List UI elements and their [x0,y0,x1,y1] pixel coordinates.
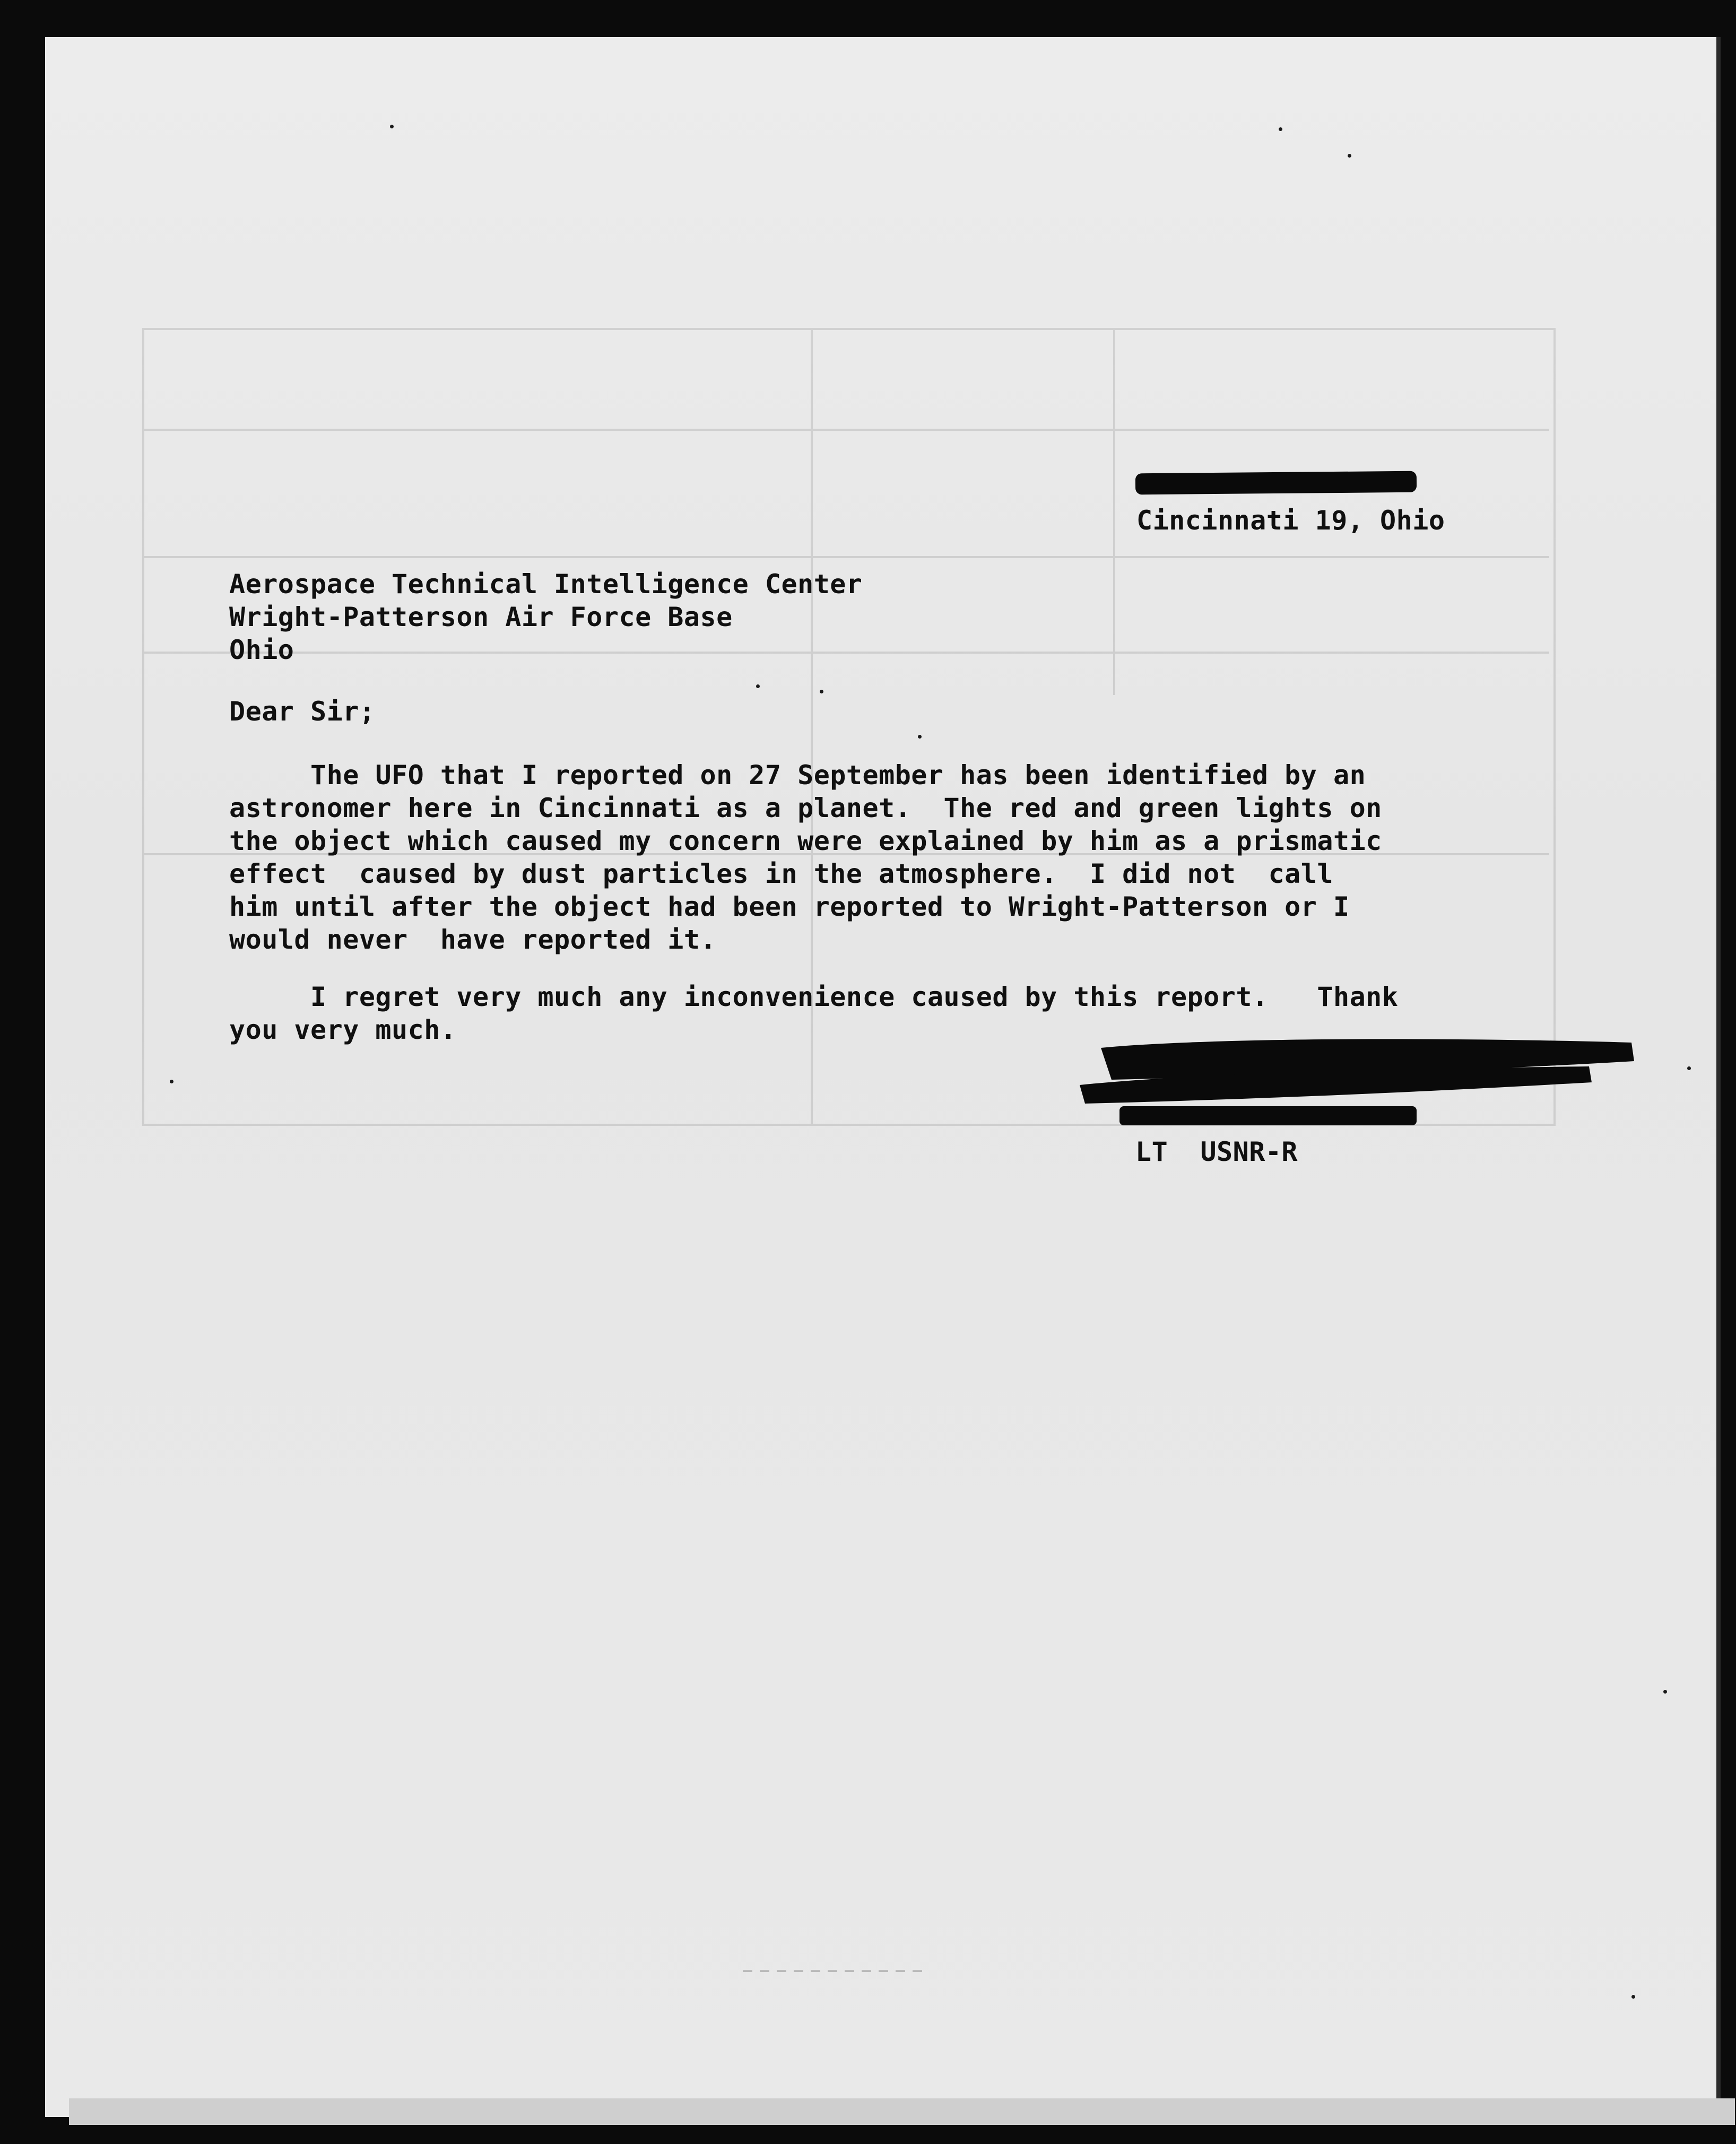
scan-speck [820,690,823,693]
scan-speck [1631,1995,1635,1999]
closing-line-1: I regret very much any inconvenience caused by this report. Thank [229,982,1399,1012]
body-line-3: the object which caused my concern were explained by him as a prismatic [229,826,1382,856]
paper-bottom-edge [69,2098,1735,2125]
body-line-5: him until after the object had been reported to Wright-Patterson or I [229,891,1350,922]
scan-speck [756,684,760,688]
sender-city-line: Cincinnati 19, Ohio [1136,505,1445,536]
redacted-street-address [1135,471,1417,495]
scan-speck [1279,127,1282,131]
scan-speck [1348,154,1351,158]
recipient-line-3: Ohio [229,635,294,665]
salutation: Dear Sir; [229,696,376,727]
redacted-name [1119,1106,1417,1125]
recipient-line-1: Aerospace Technical Intelligence Center [229,569,863,600]
bottom-smudge [743,1963,923,1979]
signature-title: LT USNR-R [1135,1136,1298,1167]
scan-speck [1687,1066,1691,1070]
scan-speck [1663,1690,1667,1694]
body-line-4: effect caused by dust particles in the atmosphere. I did not call [229,858,1333,889]
body-line-2: astronomer here in Cincinnati as a planet. The red and green lights on [229,793,1382,823]
closing-line-2: you very much. [229,1014,457,1045]
body-line-1: The UFO that I reported on 27 September has been identified by an [229,760,1366,791]
recipient-line-2: Wright-Patterson Air Force Base [229,602,733,632]
scan-speck [390,125,394,128]
scan-speck [918,735,922,739]
body-line-6: would never have reported it. [229,924,717,955]
scan-speck [170,1080,173,1083]
